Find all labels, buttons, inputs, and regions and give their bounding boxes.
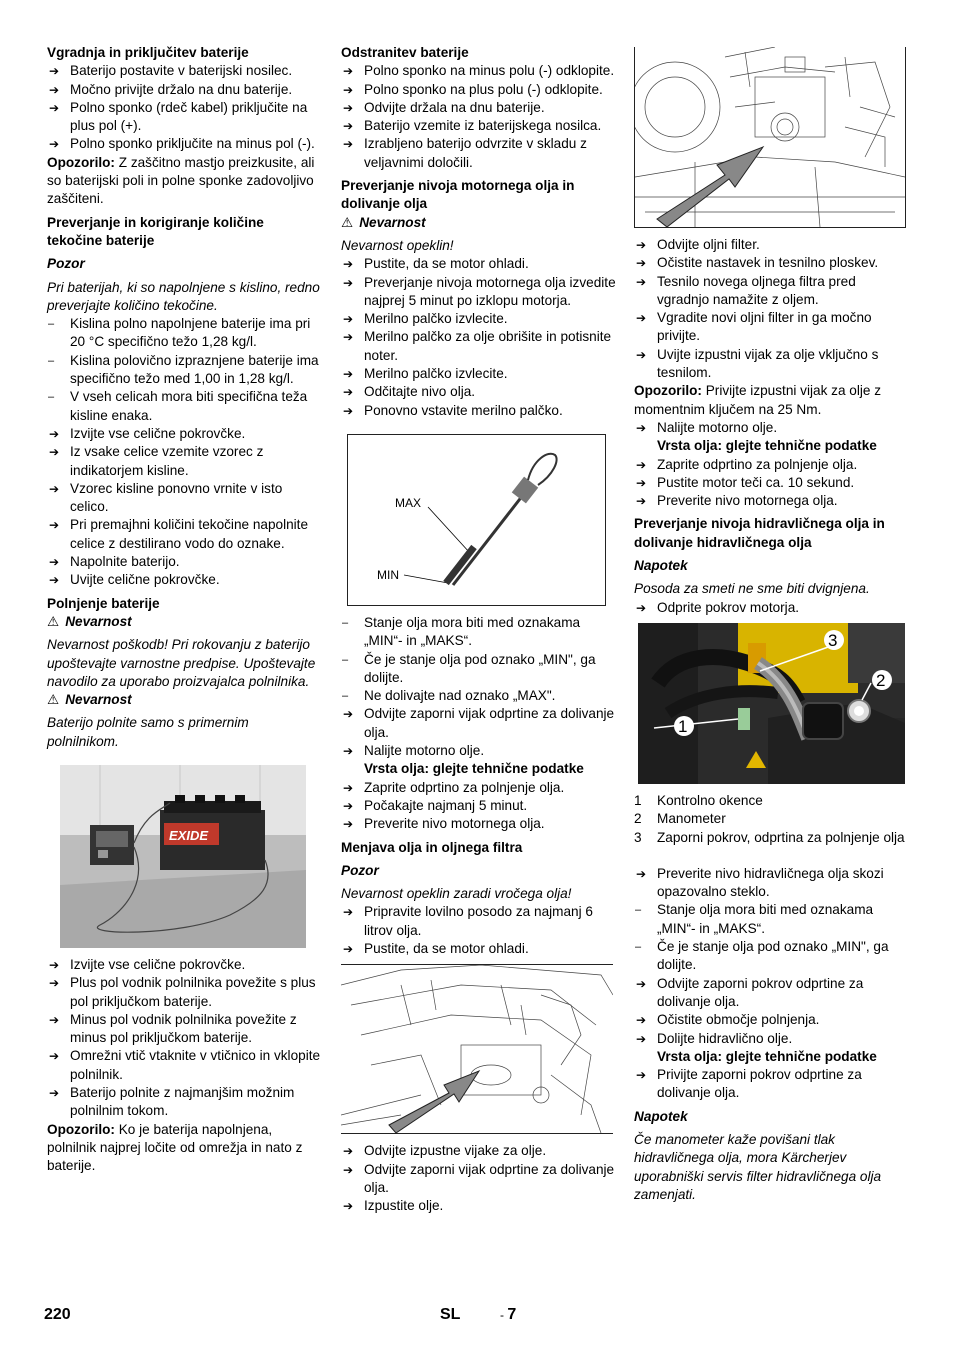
step: ➔ Zaprite odprtino za polnjenje olja. [634,456,909,474]
step: ➔ Pustite motor teči ca. 10 sekund. [634,474,909,492]
note [47,154,322,209]
caution-text: Pri baterijah, ki so napolnjene s kislino, redno preverjajte količino tekočine. [47,279,320,313]
step: ➔ Merilno palčko izvlecite. [341,365,616,383]
heading-remove-battery: Odstranitev baterije [341,45,469,60]
step: ➔ Počakajte najmanj 5 minut. [341,797,616,815]
legend-item: 2 Manometer [634,811,726,827]
section-page: - 7 [500,1306,517,1323]
step: ➔ Vzorec kisline ponovno vrnite v isto celico. [47,480,322,517]
danger-label: ⚠ Nevarnost [47,692,132,709]
dipstick-min-label: MIN [377,567,399,582]
step: ➔ Merilno palčko izvlecite. [341,310,616,328]
dash-item: – Če je stanje olja pod oznako „MIN", ga dolijte. [634,938,909,975]
step: ➔ Ponovno vstavite merilno palčko. [341,402,616,420]
note-label: Opozorilo: [634,383,702,399]
step: ➔ Pustite, da se motor ohladi. [341,940,616,958]
battery-charger-image [60,765,306,948]
note [47,1121,322,1176]
dipstick-figure [347,434,606,606]
dash-item: – Kislina polovično izpraznjene baterije ima specifično težo med 1,00 in 1,28 kg/l. [47,352,322,389]
step: ➔ Odčitajte nivo olja. [341,383,616,401]
oil-type-note: Vrsta olja: glejte tehnične podatke [364,761,584,777]
step: ➔ Preverite nivo motornega olja. [341,815,616,833]
step: ➔ Odvijte oljni filter. [634,236,909,254]
step: ➔ Izrabljeno baterijo odvrzite v skladu z veljavnimi določili. [341,135,616,172]
dipstick-drawing [348,435,605,605]
heading-engine-oil: Preverjanje nivoja motornega olja in dolivanje olja [341,178,575,212]
hint-label: Napotek [634,558,688,574]
step: ➔ Baterijo polnite z najmanjšim možnim polnilnim tokom. [47,1084,322,1121]
step: ➔ Preverite nivo motornega olja. [634,492,909,510]
danger-label: ⚠ Nevarnost [47,613,132,630]
dash-item: – Stanje olja mora biti med oznakama „MIN“- in „MAKS“. [341,614,616,651]
step: ➔ Odvijte zaporni vijak odprtine za dolivanje olja. [341,1161,616,1198]
dash-item: – Če je stanje olja pod oznako „MIN", ga dolijte. [341,651,616,688]
step: ➔ Nalijte motorno olje. [341,742,616,760]
engine-drain-drawing [341,965,613,1133]
dash-item: – Ne dolivajte nad oznako „MAX". [341,687,616,705]
danger-text: Nevarnost poškodb! Pri rokovanju z baterijo upoštevajte varnostne predpise. Upoštevajte navodilo za uporabo proizvajalca polnilnika. [47,637,316,689]
step: ➔ Nalijte motorno olje. [634,419,909,437]
step: ➔ Uvijte celične pokrovčke. [47,571,322,589]
step: ➔ Polno sponko (rdeč kabel) priključite na plus pol (+). [47,99,322,136]
language-code: SL [440,1306,461,1323]
column-2 [341,44,616,1215]
dash-item: – Kislina polno napolnjene baterije ima pri 20 °C specifično težo 1,28 kg/l. [47,315,322,352]
heading-check-fluid: Preverjanje in korigiranje količine tekočine baterije [47,214,264,248]
step: ➔ Polno sponko priključite na minus pol (-). [47,135,322,153]
step: ➔ Iz vsake celice vzemite vzorec z indikatorjem kisline. [47,443,322,480]
legend-item: 3 Zaporni pokrov, odprtina za polnjenje olja [634,829,905,845]
oil-filter-drawing [635,47,905,227]
callout-2: 2 [876,670,886,690]
note-text: Z zaščitno mastjo preizkusite, ali so baterijski poli in polne sponke zadovoljivo zaščiteni. [47,154,315,207]
battery-charger-photo [60,765,306,948]
step: ➔ Odvijte zaporni vijak odprtine za dolivanje olja. [341,705,616,742]
step: ➔ Omrežni vtič vtaknite v vtičnico in vklopite polnilnik. [47,1047,322,1084]
step: ➔ Odvijte držala na dnu baterije. [341,99,616,117]
heading-charge-battery: Polnjenje baterije [47,595,160,611]
step: ➔ Tesnilo novega oljnega filtra pred vgradnjo namažite z oljem. [634,273,909,310]
step: ➔ Odvijte izpustne vijake za olje. [341,1142,616,1160]
danger-text: Nevarnost opeklin! [341,237,454,253]
dash-item: – Stanje olja mora biti med oznakama „MIN“- in „MAKS“. [634,901,909,938]
hydraulic-tank-image [638,623,905,784]
column-1 [47,44,322,1176]
warning-triangle-icon: ⚠ [47,692,60,709]
step: ➔ Plus pol vodnik polnilnika povežite s plus pol priključkom baterije. [47,974,322,1011]
step: ➔ Preverjanje nivoja motornega olja izvedite najprej 5 minut po izklopu motorja. [341,274,616,311]
oil-type-note: Vrsta olja: glejte tehnične podatke [657,438,877,454]
step: ➔ Očistite območje polnjenja. [634,1011,909,1029]
step: ➔ Pustite, da se motor ohladi. [341,255,616,273]
legend-item: 1 Kontrolno okence [634,792,763,808]
step: ➔ Baterijo vzemite iz baterijskega nosilca. [341,117,616,135]
heading-oil-change: Menjava olja in oljnega filtra [341,839,523,855]
caution-text: Nevarnost opeklin zaradi vročega olja! [341,886,572,902]
caution-label: Pozor [341,862,379,878]
step: ➔ Merilno palčko za olje obrišite in potisnite noter. [341,328,616,365]
step: ➔ Privijte zaporni pokrov odprtine za dolivanje olja. [634,1066,909,1103]
dash-item: – V vseh celicah mora biti specifična teža kisline enaka. [47,388,322,425]
step: ➔ Odvijte zaporni pokrov odprtine za dolivanje olja. [634,975,909,1012]
caution-label: Pozor [47,256,85,272]
step: ➔ Baterijo postavite v baterijski nosilec. [47,62,322,80]
step: ➔ Dolijte hidravlično olje. [634,1030,909,1048]
step: ➔ Odprite pokrov motorja. [634,599,909,617]
hint-label: Napotek [634,1108,688,1124]
step: ➔ Zaprite odprtino za polnjenje olja. [341,779,616,797]
danger-text: Baterijo polnite samo s primernim polnilnikom. [47,715,249,749]
step: ➔ Izpustite olje. [341,1197,616,1215]
hint-text: Če manometer kaže povišani tlak hidravličnega olja, mora Kärcherjev uporabniški servis filter hidravličnega olja zamenjati. [634,1131,882,1202]
step: ➔ Polno sponko na minus polu (-) odklopite. [341,62,616,80]
hydraulic-tank-photo [638,623,905,784]
note-label: Opozorilo: [47,1121,115,1137]
step: ➔ Pripravite lovilno posodo za najmanj 6 litrov olja. [341,903,616,940]
oil-filter-figure [634,47,906,228]
heading-hydraulic-oil: Preverjanje nivoja hidravličnega olja in dolivanje hidravličnega olja [634,516,885,550]
warning-triangle-icon: ⚠ [47,613,60,630]
callout-3: 3 [828,630,838,650]
step: ➔ Vgradite novi oljni filter in ga močno privijte. [634,309,909,346]
step: ➔ Izvijte vse celične pokrovčke. [47,425,322,443]
note-text: Privijte izpustni vijak za olje z momentnim ključem na 25 Nm. [634,383,882,417]
heading-install-battery: Vgradnja in priključitev baterije [47,45,249,60]
page-number: 220 [44,1306,71,1323]
step: ➔ Izvijte vse celične pokrovčke. [47,956,322,974]
note-label: Opozorilo: [47,154,115,170]
engine-drain-figure [341,964,613,1134]
oil-type-note: Vrsta olja: glejte tehnične podatke [657,1048,877,1064]
note-text: Ko je baterija napolnjena, polnilnik najprej ločite od omrežja in nato z baterije. [47,1121,303,1174]
hint-text: Posoda za smeti ne sme biti dvignjena. [634,581,870,597]
column-3 [634,44,909,1204]
dipstick-max-label: MAX [395,495,422,510]
step: ➔ Uvijte izpustni vijak za olje vključno s tesnilom. [634,346,909,383]
warning-triangle-icon: ⚠ [341,214,354,231]
step: ➔ Pri premajhni količini tekočine napolnite celice z destilirano vodo do oznake. [47,516,322,553]
svg-text:EXIDE: EXIDE [169,827,209,843]
step: ➔ Močno privijte držalo na dnu baterije. [47,81,322,99]
step: ➔ Preverite nivo hidravličnega olja skozi opazovalno steklo. [634,865,909,902]
step: ➔ Očistite nastavek in tesnilno ploskev. [634,254,909,272]
step: ➔ Polno sponko na plus polu (-) odklopite. [341,81,616,99]
step: ➔ Minus pol vodnik polnilnika povežite z minus pol priključkom baterije. [47,1011,322,1048]
callout-1: 1 [678,716,688,736]
step: ➔ Napolnite baterijo. [47,553,322,571]
danger-label: ⚠ Nevarnost [341,214,426,231]
note [634,382,909,419]
